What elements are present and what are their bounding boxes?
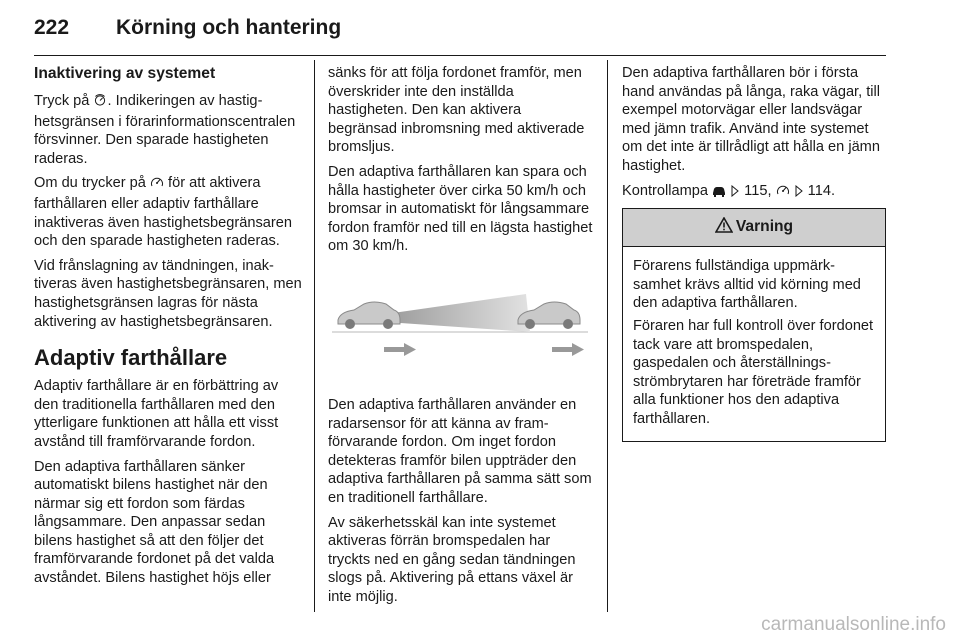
warning-paragraph: Förarens fullständiga uppmärksamhet krävs alltid vid körning med den adaptiva farthållaren. [633,258,861,312]
warning-title: Varning [735,218,794,236]
watermark: carmanualsonline.info [761,614,946,635]
column-divider [314,60,315,612]
page-reference-link[interactable]: 114 [807,182,831,199]
warning-header [623,209,885,247]
cruise-control-icon [776,183,790,203]
paragraph: sänks för att följa fordonet framför, men överskrider inte den inställda hastigheten. Den kan aktivera begränsad inbromsning med aktiverade bromsljus. [328,65,585,156]
warning-box [622,208,886,441]
paragraph: Den adaptiva farthållaren använder en radarsensor för att känna av framförvarande fordon. Om inget fordon detekteras framför bilen uppträder den adaptiva farthållaren på samma sätt som en traditionell farthållare. [328,396,592,506]
radar-beam [386,294,530,332]
car-icon [712,184,726,203]
column-3 [622,64,886,442]
chapter-title: Körning och hantering [116,16,342,39]
reference-arrow-icon [794,184,804,203]
warning-triangle-icon [715,217,733,239]
paragraph: Tryck på . Indikeringen av hastighetsgränsen i förarinformationscentralen försvinner. Den sparade hastigheten raderas. [34,93,296,167]
rear-car-icon [338,302,400,329]
speed-limiter-icon [93,93,107,113]
front-car-icon [518,302,580,329]
page-reference-link[interactable]: 115 [744,182,768,199]
paragraph: Den adaptiva farthållaren kan spara och hålla hastigheter över cirka 50 km/h och bromsar in automatiskt för långsammare fordon framför ned till en lägsta hastighet om 30 km/h. [328,163,593,255]
column-divider [607,60,608,612]
warning-body [623,247,885,440]
direction-arrow-icon [552,343,584,356]
paragraph: Adaptiv farthållare är en förbättring av den traditionella farthållaren med den ytterligare funktionen att hålla ett visst avstånd till framförvarande fordon. [34,378,279,450]
cruise-control-icon [150,175,164,195]
control-lamp-reference: Kontrollampa 115, 114. [622,182,886,203]
direction-arrow-icon [384,343,416,356]
paragraph: Den adaptiva farthållaren sänker automatiskt bilens hastighet när den närmar sig ett fordon som färdas långsammare. Den anpassar sedan bilens hastighet så att den följer det framförvarande fordonet på det valda avståndet. Bilens hastighet höjs eller [34,458,275,587]
warning-paragraph: Föraren har full kontroll över fordonet tack vare att bromspedalen, gaspedalen och återställningsströmbrytaren har företräde framför alla funktioner hos den adaptiva farthållaren. [633,317,874,427]
column-1 [34,64,302,594]
section-title: Adaptiv farthållare [34,345,228,371]
paragraph: Av säkerhetsskäl kan inte systemet aktiveras förrän bromspedalen har tryckts ned en gång sedan tändningen slogs på. Aktivering på ettans växel är inte möjlig. [328,514,576,605]
column-2 [328,64,594,612]
paragraph: Den adaptiva farthållaren bör i första hand användas på långa, raka vägar, till exempel motorvägar eller landsvägar med jämn trafik. Använd inte systemet om det inte är tillrådligt att hålla en jämn hastighet. [622,65,881,174]
radar-illustration [328,270,590,378]
reference-arrow-icon [730,184,740,203]
page-header [34,12,886,56]
paragraph: Vid frånslagning av tändningen, inaktiveras även hastighetsbegränsaren, men hastighetsgränsen lagras för nästa aktivering av hastighetsbegränsaren. [34,257,302,330]
subsection-heading: Inaktivering av systemet [34,65,216,82]
page-number: 222 [34,16,70,39]
paragraph: Om du trycker på för att aktivera farthållaren eller adaptiv farthållare inaktiveras även hastighetsbegränsaren och den sparade hastigheten raderas. [34,175,292,250]
